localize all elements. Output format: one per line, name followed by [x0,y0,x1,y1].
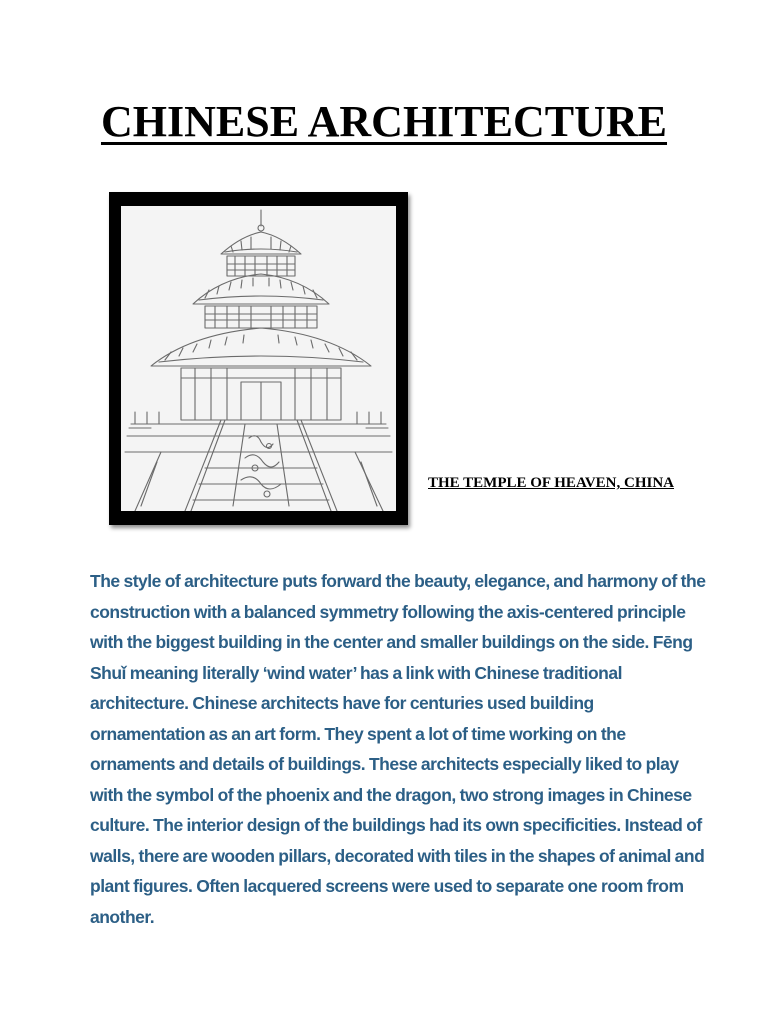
temple-of-heaven-sketch [121,206,396,511]
page-title [0,92,768,152]
page-title-text: CHINESE ARCHITECTURE [100,97,668,146]
figure-caption: THE TEMPLE OF HEAVEN, CHINA [428,475,675,491]
body-paragraph: The style of architecture puts forward the beauty, elegance, and harmony of the construction with a balanced symmetry following the axis-centered principle with the biggest building in the center and smaller buildings on the side. Fēng Shuǐ meaning literally ‘wind water’ has a link with Chinese traditional architecture. Chinese architects have for centuries used building ornamentation as an art form. They spent a lot of time working on the ornaments and details of buildings. These architects especially liked to play with the symbol of the phoenix and the dragon, two strong images in Chinese culture. The interior design of the buildings had its own specificities. Instead of walls, there are wooden pillars, decorated with tiles in the shapes of animal and plant figures. Often lacquered screens were used to separate one room from another. [90,571,706,927]
temple-sketch-frame [109,192,408,525]
